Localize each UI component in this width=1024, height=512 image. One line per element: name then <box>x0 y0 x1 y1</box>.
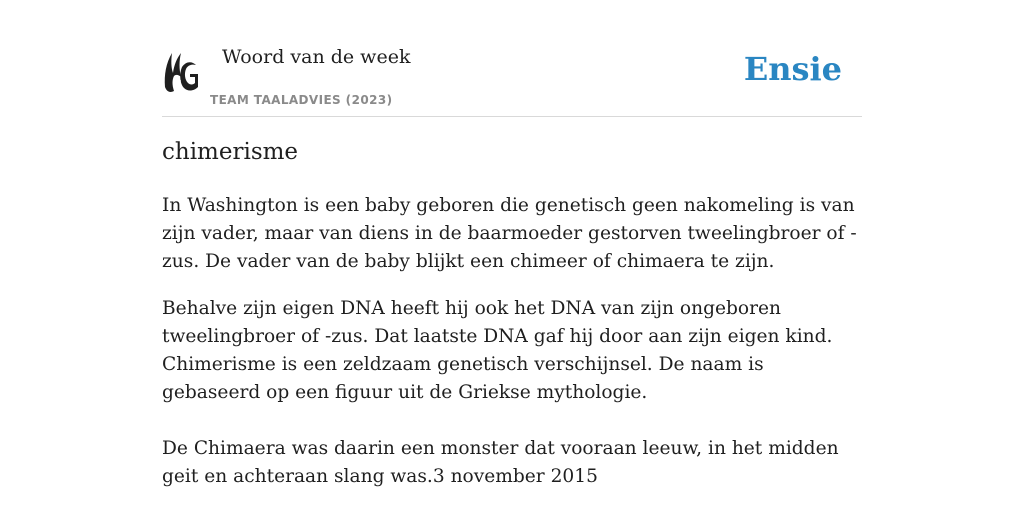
lion-logo-icon <box>162 47 198 97</box>
word-title: chimerisme <box>162 139 299 165</box>
header <box>162 0 862 117</box>
article-paragraph: De Chimaera was daarin een monster dat vooraan leeuw, in het midden geit en achteraan slang was.3 november 2015 <box>162 438 839 487</box>
brand-logo[interactable]: Ensie <box>743 50 842 88</box>
author-label: TEAM TAALADVIES (2023) <box>210 93 393 107</box>
series-title: Woord van de week <box>222 46 411 68</box>
article-paragraph: Behalve zijn eigen DNA heeft hij ook het DNA van zijn ongeboren tweelingbroer of -zus. Dat laatste DNA gaf hij door aan zijn eigen kind. Chimerisme is een zeldzaam genetisch verschijnsel. De naam is gebaseerd op een figuur uit de Griekse mythologie. <box>162 298 833 403</box>
page <box>162 0 862 487</box>
article-paragraph: In Washington is een baby geboren die genetisch geen nakomeling is van zijn vader, maar van diens in de baarmoeder gestorven tweelingbroer of -zus. De vader van de baby blijkt een chimeer of chimaera te zijn. <box>162 195 857 272</box>
